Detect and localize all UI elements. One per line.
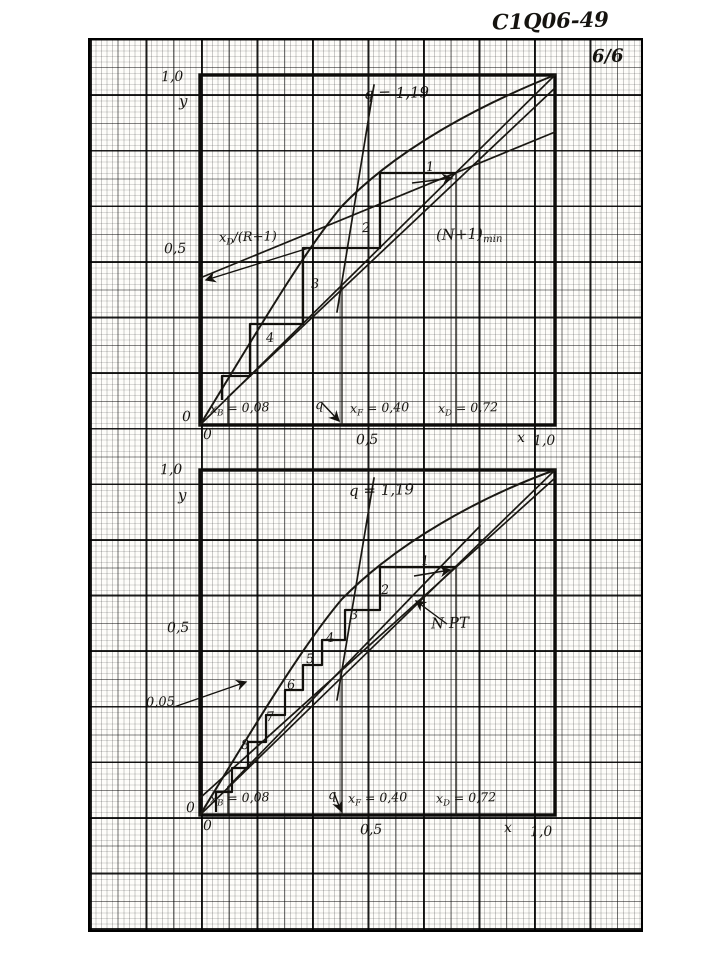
- bottom-step-number: 7: [265, 709, 275, 726]
- top-step-number: 2: [361, 220, 371, 237]
- top-step-number: 4: [265, 330, 275, 347]
- top-x-zero-label: 0: [202, 426, 213, 444]
- bottom-xb-annotation: $x_B = 0,08$: [209, 789, 270, 809]
- top-plot-curves: [200, 75, 555, 425]
- bottom-step-number: 2: [380, 582, 390, 599]
- bottom-step-number: 6: [286, 677, 296, 694]
- bottom-intercept-label: 0,05: [145, 694, 176, 711]
- bottom-plot-arrows: [174, 570, 450, 811]
- bottom-y-zero-label: 0: [185, 799, 196, 817]
- top-plot-arrows: [206, 178, 452, 421]
- top-q-foot-arrow: [322, 403, 339, 421]
- top-q-foot-label: q: [314, 397, 324, 414]
- bottom-diagonal-line: [200, 470, 555, 815]
- bottom-q-line: [337, 478, 374, 700]
- top-intercept-annotation: $x_D/(R+1)$: [218, 229, 278, 248]
- bottom-stripping-line: [228, 526, 480, 787]
- top-xd-annotation: $x_D = 0,72$: [437, 399, 499, 419]
- bottom-step-number: 4: [325, 630, 335, 647]
- top-q-line-label: q = 1,19: [363, 83, 430, 103]
- top-intercept-arrow: [206, 247, 312, 280]
- top-x-max-label: 1,0: [532, 432, 556, 450]
- top-y-mid-label: 0,5: [163, 240, 187, 258]
- bottom-x-mid-label: 0,5: [359, 821, 383, 839]
- bottom-q-line-label: q = 1,19: [348, 480, 415, 500]
- top-step-number: 1: [425, 159, 435, 176]
- bottom-rectifying-line: [200, 478, 555, 798]
- bottom-xf-annotation: $x_F = 0,40$: [347, 789, 408, 809]
- top-y-zero-label: 0: [181, 408, 192, 426]
- document-code: C1Q06-49: [491, 6, 610, 35]
- bottom-x-zero-label: 0: [202, 817, 213, 835]
- top-x-mid-label: 0,5: [355, 431, 379, 449]
- bottom-y-mid-label: 0,5: [166, 619, 190, 637]
- bottom-x-max-label: 1,0: [529, 823, 553, 841]
- top-y-max-label: 1,0: [160, 68, 184, 86]
- bottom-step-number: 5: [305, 651, 315, 668]
- top-x-axis-variable: x: [516, 429, 526, 447]
- bottom-intercept-arrow: [174, 682, 246, 707]
- bottom-y-max-label: 1,0: [159, 461, 183, 479]
- bottom-step-number: 3: [349, 607, 359, 624]
- top-xf-annotation: $x_F = 0,40$: [349, 399, 410, 419]
- bottom-x-axis-variable: x: [503, 819, 513, 837]
- top-step-number: 3: [310, 276, 320, 293]
- page-number: 6/6: [591, 45, 624, 68]
- top-y-axis-variable: y: [178, 91, 188, 111]
- bottom-step-number: 1: [420, 553, 430, 570]
- bottom-plot-guides: [228, 567, 456, 815]
- bottom-q-foot-label: q: [327, 787, 337, 804]
- bottom-y-axis-variable: y: [177, 485, 187, 505]
- bottom-plates-label: N PT: [430, 613, 470, 633]
- bottom-step-number: 8: [240, 737, 250, 754]
- bottom-xd-annotation: $x_D = 0,72$: [435, 789, 497, 809]
- top-q-line: [337, 85, 374, 312]
- top-nmin-annotation: $(N+1)_{min}$: [435, 224, 503, 246]
- bottom-plot-curves: [200, 470, 555, 815]
- top-xb-annotation: $x_B = 0,08$: [209, 399, 270, 419]
- top-plot-guides: [228, 173, 456, 425]
